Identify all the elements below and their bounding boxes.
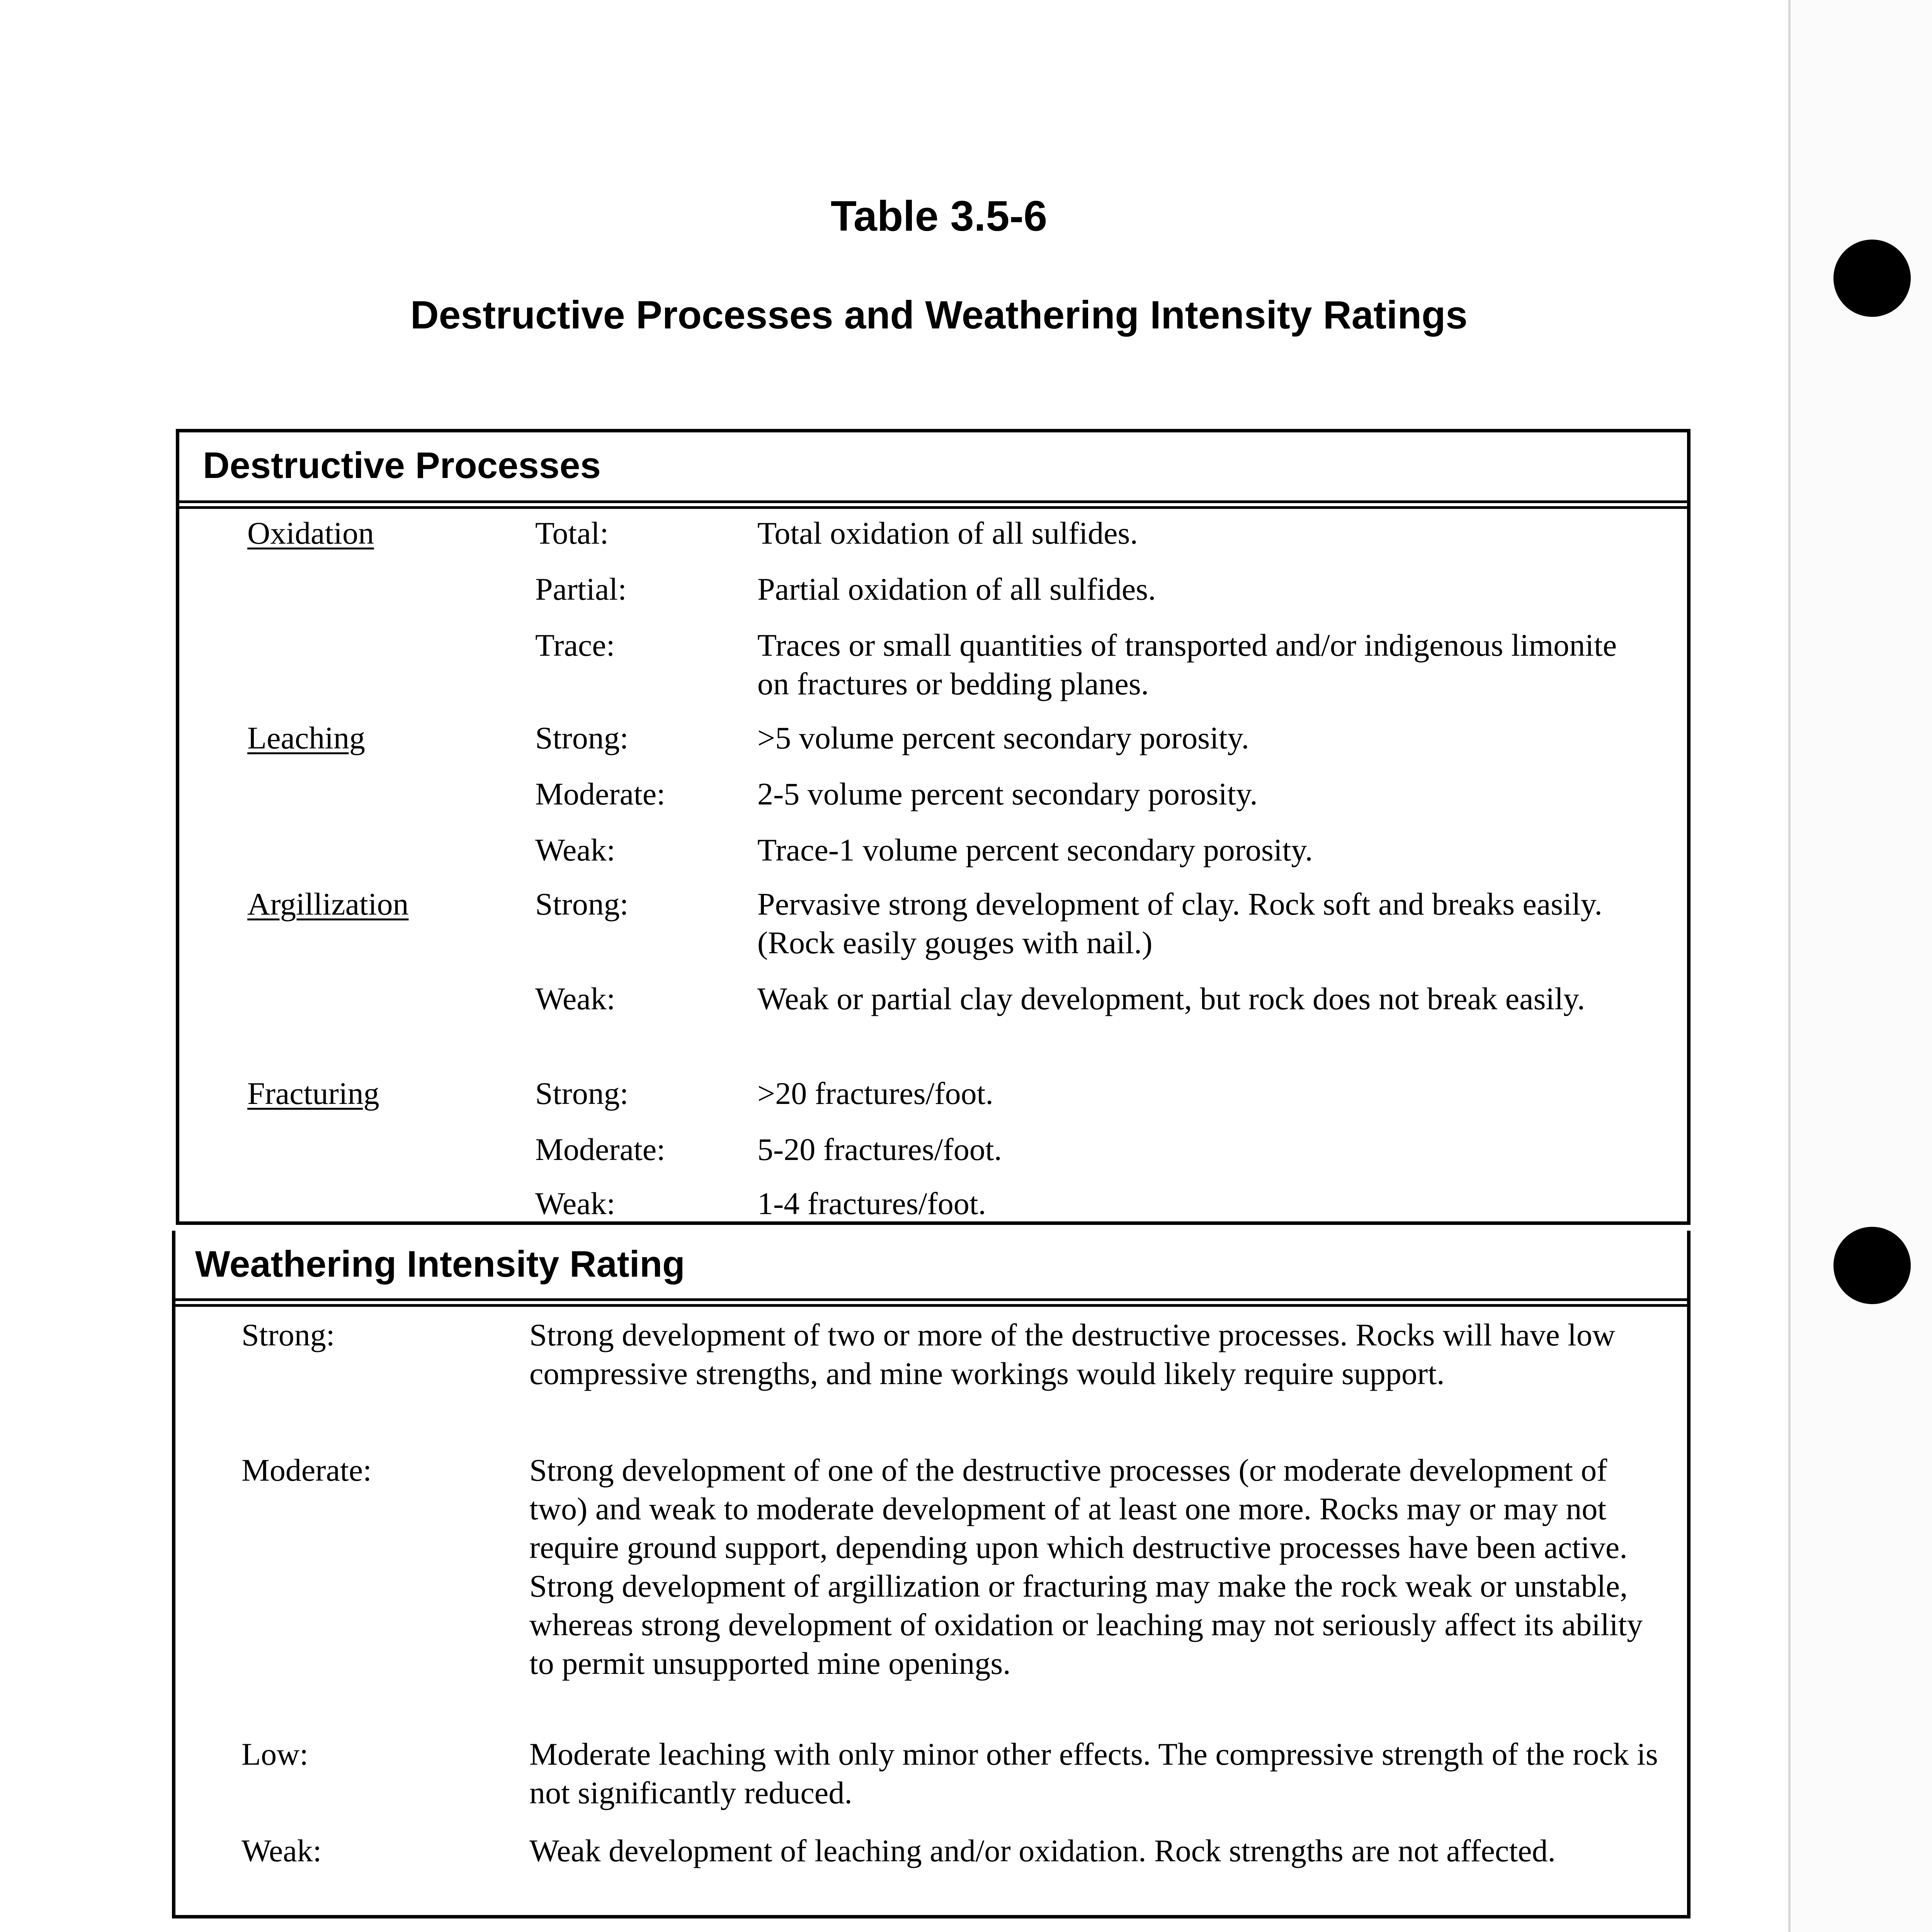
punch-hole-middle [1833,1227,1911,1304]
level-label: Trace: [535,628,615,663]
level-label: Weak: [535,981,616,1016]
weathering-intensity-heading: Weathering Intensity Rating [195,1243,685,1285]
rating-label: Weak: [242,1833,322,1868]
level-description: Total oxidation of all sulfides. [757,515,1138,551]
level-description: Pervasive strong development of clay. Rock soft and breaks easily. (Rock easily gouges with nail.) [757,886,1602,960]
level-description: 5-20 fractures/foot. [757,1132,1002,1167]
level-label: Strong: [535,720,629,755]
table-title: Destructive Processes and Weathering Intensity Ratings [410,293,1468,337]
level-description: Weak or partial clay development, but rock does not break easily. [757,981,1585,1016]
category-fracturing: Fracturing [247,1076,379,1111]
destructive-heading-double-rule [179,500,1687,509]
level-description: Trace-1 volume percent secondary porosity. [757,832,1313,867]
rating-description: Strong development of one of the destructive processes (or moderate development of two) and weak to moderate development of at least one more. Rocks may or may not require ground support, depending upon which destructive processes have been active. Strong development of argillization or fracturing may make the rock weak or unstable, whereas strong development of oxidation or leaching may not seriously affect its ability to permit unsupported mine openings. [529,1452,1643,1681]
level-label: Moderate: [535,776,665,811]
level-label: Weak: [535,832,616,867]
level-label: Partial: [535,571,627,607]
level-label: Moderate: [535,1132,665,1167]
table-number: Table 3.5-6 [830,192,1048,240]
weathering-heading-double-rule [175,1298,1687,1307]
level-label: Total: [535,515,609,551]
rating-description: Moderate leaching with only minor other effects. The compressive strength of the rock is not significantly reduced. [529,1736,1658,1810]
level-description: >20 fractures/foot. [757,1076,993,1111]
level-label: Strong: [535,1076,629,1111]
level-description: Partial oxidation of all sulfides. [757,571,1156,607]
category-leaching: Leaching [247,720,366,755]
destructive-processes-heading: Destructive Processes [203,445,601,486]
level-description: 2-5 volume percent secondary porosity. [757,776,1258,811]
level-label: Weak: [535,1186,616,1221]
level-label: Strong: [535,886,629,922]
rating-label: Low: [242,1736,309,1772]
category-oxidation: Oxidation [247,515,374,551]
rating-label: Moderate: [242,1452,372,1488]
category-argillization: Argillization [247,886,409,922]
rating-label: Strong: [242,1317,335,1352]
level-description: Traces or small quantities of transported and/or indigenous limonite on fractures or bedding planes. [757,628,1617,701]
rating-description: Weak development of leaching and/or oxidation. Rock strengths are not affected. [529,1833,1556,1868]
rating-description: Strong development of two or more of the destructive processes. Rocks will have low compressive strengths, and mine workings would likely require support. [529,1317,1616,1391]
level-description: 1-4 fractures/foot. [757,1186,986,1221]
level-description: >5 volume percent secondary porosity. [757,720,1249,755]
